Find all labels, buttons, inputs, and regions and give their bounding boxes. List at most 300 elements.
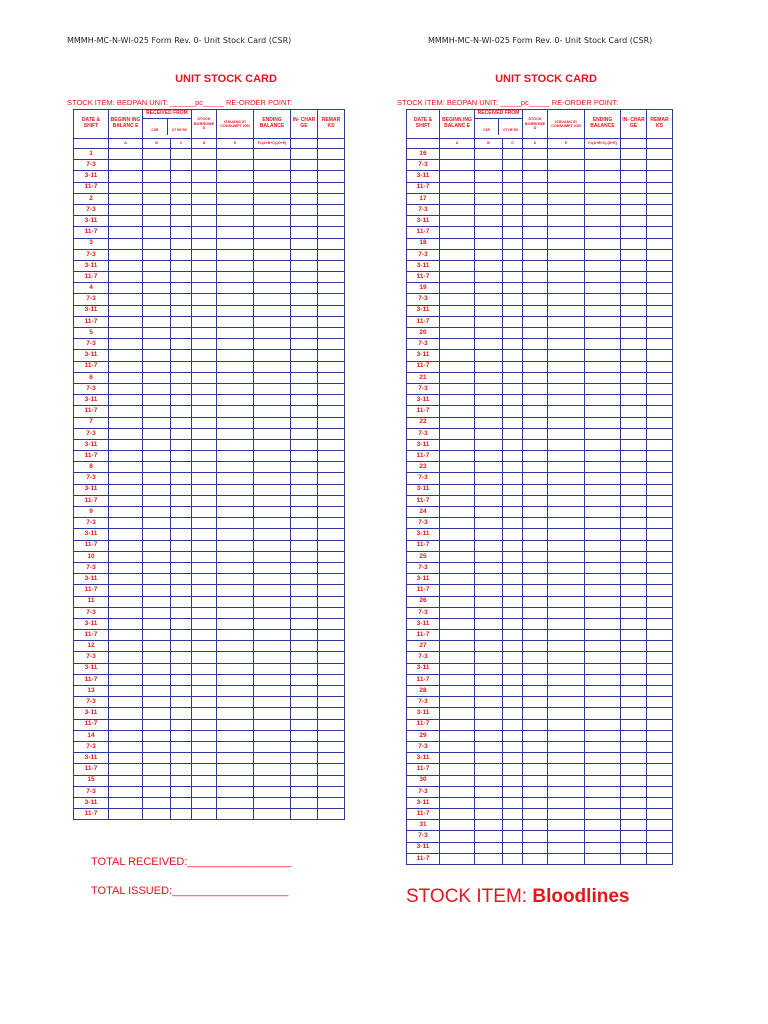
entry-cell[interactable] [291, 149, 318, 160]
entry-cell[interactable] [254, 507, 291, 518]
entry-cell[interactable] [621, 551, 647, 562]
entry-cell[interactable] [503, 730, 523, 741]
entry-cell[interactable] [585, 182, 621, 193]
entry-cell[interactable] [503, 395, 523, 406]
entry-cell[interactable] [523, 574, 548, 585]
entry-cell[interactable] [647, 641, 673, 652]
entry-cell[interactable] [440, 842, 475, 853]
entry-cell[interactable] [621, 372, 647, 383]
entry-cell[interactable] [217, 529, 254, 540]
entry-cell[interactable] [143, 551, 171, 562]
entry-cell[interactable] [585, 741, 621, 752]
entry-cell[interactable] [647, 562, 673, 573]
entry-cell[interactable] [143, 775, 171, 786]
entry-cell[interactable] [254, 708, 291, 719]
entry-cell[interactable] [440, 652, 475, 663]
entry-cell[interactable] [254, 775, 291, 786]
entry-cell[interactable] [217, 495, 254, 506]
entry-cell[interactable] [291, 361, 318, 372]
entry-cell[interactable] [621, 272, 647, 283]
entry-cell[interactable] [647, 249, 673, 260]
entry-cell[interactable] [254, 238, 291, 249]
entry-cell[interactable] [585, 551, 621, 562]
entry-cell[interactable] [291, 797, 318, 808]
entry-cell[interactable] [171, 809, 192, 820]
entry-cell[interactable] [171, 462, 192, 473]
entry-cell[interactable] [548, 462, 585, 473]
entry-cell[interactable] [440, 283, 475, 294]
entry-cell[interactable] [109, 361, 143, 372]
entry-cell[interactable] [503, 428, 523, 439]
entry-cell[interactable] [523, 663, 548, 674]
entry-cell[interactable] [192, 193, 217, 204]
entry-cell[interactable] [503, 238, 523, 249]
entry-cell[interactable] [143, 283, 171, 294]
entry-cell[interactable] [291, 272, 318, 283]
entry-cell[interactable] [291, 630, 318, 641]
entry-cell[interactable] [440, 730, 475, 741]
entry-cell[interactable] [318, 674, 345, 685]
entry-cell[interactable] [109, 249, 143, 260]
entry-cell[interactable] [647, 316, 673, 327]
entry-cell[interactable] [171, 630, 192, 641]
entry-cell[interactable] [585, 495, 621, 506]
entry-cell[interactable] [171, 372, 192, 383]
entry-cell[interactable] [475, 339, 503, 350]
entry-cell[interactable] [585, 272, 621, 283]
entry-cell[interactable] [548, 741, 585, 752]
entry-cell[interactable] [318, 328, 345, 339]
entry-cell[interactable] [475, 574, 503, 585]
entry-cell[interactable] [318, 361, 345, 372]
entry-cell[interactable] [585, 529, 621, 540]
entry-cell[interactable] [585, 149, 621, 160]
entry-cell[interactable] [523, 417, 548, 428]
entry-cell[interactable] [291, 216, 318, 227]
entry-cell[interactable] [523, 809, 548, 820]
entry-cell[interactable] [143, 361, 171, 372]
entry-cell[interactable] [318, 395, 345, 406]
entry-cell[interactable] [440, 540, 475, 551]
entry-cell[interactable] [171, 451, 192, 462]
entry-cell[interactable] [503, 842, 523, 853]
entry-cell[interactable] [523, 361, 548, 372]
entry-cell[interactable] [217, 540, 254, 551]
entry-cell[interactable] [585, 719, 621, 730]
entry-cell[interactable] [318, 607, 345, 618]
entry-cell[interactable] [585, 406, 621, 417]
entry-cell[interactable] [548, 630, 585, 641]
entry-cell[interactable] [318, 741, 345, 752]
entry-cell[interactable] [503, 697, 523, 708]
entry-cell[interactable] [217, 674, 254, 685]
entry-cell[interactable] [291, 529, 318, 540]
entry-cell[interactable] [647, 260, 673, 271]
entry-cell[interactable] [217, 596, 254, 607]
entry-cell[interactable] [523, 753, 548, 764]
entry-cell[interactable] [523, 473, 548, 484]
entry-cell[interactable] [647, 171, 673, 182]
entry-cell[interactable] [548, 451, 585, 462]
entry-cell[interactable] [548, 417, 585, 428]
entry-cell[interactable] [171, 339, 192, 350]
entry-cell[interactable] [254, 417, 291, 428]
entry-cell[interactable] [318, 238, 345, 249]
entry-cell[interactable] [523, 786, 548, 797]
entry-cell[interactable] [440, 831, 475, 842]
entry-cell[interactable] [291, 697, 318, 708]
entry-cell[interactable] [475, 831, 503, 842]
entry-cell[interactable] [621, 697, 647, 708]
entry-cell[interactable] [171, 540, 192, 551]
entry-cell[interactable] [254, 428, 291, 439]
entry-cell[interactable] [523, 551, 548, 562]
entry-cell[interactable] [318, 383, 345, 394]
entry-cell[interactable] [143, 809, 171, 820]
entry-cell[interactable] [523, 294, 548, 305]
entry-cell[interactable] [440, 372, 475, 383]
entry-cell[interactable] [585, 574, 621, 585]
entry-cell[interactable] [585, 585, 621, 596]
entry-cell[interactable] [585, 361, 621, 372]
entry-cell[interactable] [548, 797, 585, 808]
entry-cell[interactable] [109, 775, 143, 786]
entry-cell[interactable] [523, 406, 548, 417]
entry-cell[interactable] [254, 719, 291, 730]
entry-cell[interactable] [254, 540, 291, 551]
entry-cell[interactable] [647, 451, 673, 462]
entry-cell[interactable] [503, 574, 523, 585]
entry-cell[interactable] [192, 372, 217, 383]
entry-cell[interactable] [523, 204, 548, 215]
entry-cell[interactable] [192, 272, 217, 283]
entry-cell[interactable] [503, 171, 523, 182]
entry-cell[interactable] [503, 484, 523, 495]
entry-cell[interactable] [192, 495, 217, 506]
entry-cell[interactable] [440, 518, 475, 529]
entry-cell[interactable] [254, 663, 291, 674]
entry-cell[interactable] [217, 451, 254, 462]
entry-cell[interactable] [440, 585, 475, 596]
entry-cell[interactable] [192, 809, 217, 820]
entry-cell[interactable] [440, 574, 475, 585]
entry-cell[interactable] [143, 585, 171, 596]
entry-cell[interactable] [217, 562, 254, 573]
entry-cell[interactable] [143, 652, 171, 663]
entry-cell[interactable] [621, 842, 647, 853]
entry-cell[interactable] [440, 272, 475, 283]
entry-cell[interactable] [548, 753, 585, 764]
entry-cell[interactable] [647, 406, 673, 417]
entry-cell[interactable] [192, 708, 217, 719]
entry-cell[interactable] [217, 574, 254, 585]
entry-cell[interactable] [548, 853, 585, 864]
entry-cell[interactable] [291, 686, 318, 697]
entry-cell[interactable] [621, 439, 647, 450]
entry-cell[interactable] [523, 697, 548, 708]
entry-cell[interactable] [291, 227, 318, 238]
entry-cell[interactable] [523, 518, 548, 529]
entry-cell[interactable] [523, 249, 548, 260]
entry-cell[interactable] [621, 182, 647, 193]
entry-cell[interactable] [254, 786, 291, 797]
entry-cell[interactable] [192, 260, 217, 271]
entry-cell[interactable] [647, 417, 673, 428]
entry-cell[interactable] [291, 383, 318, 394]
entry-cell[interactable] [523, 171, 548, 182]
entry-cell[interactable] [109, 316, 143, 327]
entry-cell[interactable] [192, 283, 217, 294]
entry-cell[interactable] [585, 853, 621, 864]
entry-cell[interactable] [548, 428, 585, 439]
entry-cell[interactable] [254, 395, 291, 406]
entry-cell[interactable] [318, 562, 345, 573]
entry-cell[interactable] [217, 160, 254, 171]
entry-cell[interactable] [475, 451, 503, 462]
entry-cell[interactable] [171, 395, 192, 406]
entry-cell[interactable] [585, 507, 621, 518]
entry-cell[interactable] [548, 160, 585, 171]
entry-cell[interactable] [217, 797, 254, 808]
entry-cell[interactable] [291, 428, 318, 439]
entry-cell[interactable] [503, 786, 523, 797]
entry-cell[interactable] [171, 149, 192, 160]
entry-cell[interactable] [143, 663, 171, 674]
entry-cell[interactable] [318, 462, 345, 473]
entry-cell[interactable] [217, 283, 254, 294]
entry-cell[interactable] [585, 618, 621, 629]
entry-cell[interactable] [647, 797, 673, 808]
entry-cell[interactable] [475, 775, 503, 786]
entry-cell[interactable] [254, 260, 291, 271]
entry-cell[interactable] [318, 272, 345, 283]
entry-cell[interactable] [647, 697, 673, 708]
entry-cell[interactable] [109, 741, 143, 752]
entry-cell[interactable] [171, 797, 192, 808]
entry-cell[interactable] [171, 686, 192, 697]
entry-cell[interactable] [217, 607, 254, 618]
entry-cell[interactable] [109, 428, 143, 439]
entry-cell[interactable] [192, 741, 217, 752]
entry-cell[interactable] [318, 305, 345, 316]
entry-cell[interactable] [217, 775, 254, 786]
entry-cell[interactable] [440, 775, 475, 786]
entry-cell[interactable] [192, 339, 217, 350]
entry-cell[interactable] [475, 562, 503, 573]
entry-cell[interactable] [475, 719, 503, 730]
entry-cell[interactable] [318, 540, 345, 551]
entry-cell[interactable] [440, 193, 475, 204]
entry-cell[interactable] [523, 339, 548, 350]
entry-cell[interactable] [192, 674, 217, 685]
entry-cell[interactable] [503, 551, 523, 562]
entry-cell[interactable] [109, 518, 143, 529]
entry-cell[interactable] [143, 249, 171, 260]
entry-cell[interactable] [585, 562, 621, 573]
entry-cell[interactable] [440, 316, 475, 327]
entry-cell[interactable] [475, 809, 503, 820]
entry-cell[interactable] [143, 350, 171, 361]
entry-cell[interactable] [291, 439, 318, 450]
entry-cell[interactable] [475, 216, 503, 227]
entry-cell[interactable] [523, 428, 548, 439]
entry-cell[interactable] [647, 238, 673, 249]
entry-cell[interactable] [171, 294, 192, 305]
entry-cell[interactable] [143, 204, 171, 215]
entry-cell[interactable] [475, 607, 503, 618]
entry-cell[interactable] [171, 652, 192, 663]
entry-cell[interactable] [171, 674, 192, 685]
entry-cell[interactable] [143, 797, 171, 808]
entry-cell[interactable] [291, 764, 318, 775]
entry-cell[interactable] [548, 618, 585, 629]
entry-cell[interactable] [548, 260, 585, 271]
entry-cell[interactable] [503, 641, 523, 652]
entry-cell[interactable] [503, 439, 523, 450]
entry-cell[interactable] [523, 730, 548, 741]
entry-cell[interactable] [217, 439, 254, 450]
entry-cell[interactable] [192, 730, 217, 741]
entry-cell[interactable] [291, 395, 318, 406]
entry-cell[interactable] [523, 227, 548, 238]
entry-cell[interactable] [440, 395, 475, 406]
entry-cell[interactable] [109, 451, 143, 462]
entry-cell[interactable] [254, 473, 291, 484]
entry-cell[interactable] [503, 473, 523, 484]
entry-cell[interactable] [647, 182, 673, 193]
entry-cell[interactable] [254, 160, 291, 171]
entry-cell[interactable] [291, 652, 318, 663]
entry-cell[interactable] [440, 383, 475, 394]
entry-cell[interactable] [217, 316, 254, 327]
entry-cell[interactable] [254, 764, 291, 775]
entry-cell[interactable] [217, 585, 254, 596]
entry-cell[interactable] [254, 361, 291, 372]
entry-cell[interactable] [217, 462, 254, 473]
entry-cell[interactable] [503, 797, 523, 808]
entry-cell[interactable] [548, 518, 585, 529]
entry-cell[interactable] [647, 495, 673, 506]
entry-cell[interactable] [503, 562, 523, 573]
entry-cell[interactable] [171, 160, 192, 171]
entry-cell[interactable] [440, 495, 475, 506]
entry-cell[interactable] [217, 641, 254, 652]
entry-cell[interactable] [318, 730, 345, 741]
entry-cell[interactable] [171, 741, 192, 752]
entry-cell[interactable] [621, 283, 647, 294]
entry-cell[interactable] [254, 383, 291, 394]
entry-cell[interactable] [523, 741, 548, 752]
entry-cell[interactable] [621, 160, 647, 171]
entry-cell[interactable] [291, 462, 318, 473]
entry-cell[interactable] [109, 618, 143, 629]
entry-cell[interactable] [621, 149, 647, 160]
entry-cell[interactable] [192, 439, 217, 450]
entry-cell[interactable] [440, 529, 475, 540]
entry-cell[interactable] [171, 618, 192, 629]
entry-cell[interactable] [254, 641, 291, 652]
entry-cell[interactable] [192, 160, 217, 171]
entry-cell[interactable] [647, 383, 673, 394]
entry-cell[interactable] [143, 562, 171, 573]
entry-cell[interactable] [291, 193, 318, 204]
entry-cell[interactable] [318, 260, 345, 271]
entry-cell[interactable] [171, 406, 192, 417]
entry-cell[interactable] [217, 551, 254, 562]
entry-cell[interactable] [143, 507, 171, 518]
entry-cell[interactable] [621, 775, 647, 786]
entry-cell[interactable] [171, 249, 192, 260]
entry-cell[interactable] [192, 630, 217, 641]
entry-cell[interactable] [109, 283, 143, 294]
entry-cell[interactable] [548, 686, 585, 697]
entry-cell[interactable] [621, 260, 647, 271]
entry-cell[interactable] [440, 328, 475, 339]
entry-cell[interactable] [503, 361, 523, 372]
entry-cell[interactable] [503, 249, 523, 260]
entry-cell[interactable] [585, 395, 621, 406]
entry-cell[interactable] [621, 708, 647, 719]
entry-cell[interactable] [621, 171, 647, 182]
entry-cell[interactable] [217, 719, 254, 730]
entry-cell[interactable] [192, 361, 217, 372]
entry-cell[interactable] [109, 585, 143, 596]
entry-cell[interactable] [217, 809, 254, 820]
entry-cell[interactable] [254, 674, 291, 685]
entry-cell[interactable] [318, 451, 345, 462]
entry-cell[interactable] [254, 607, 291, 618]
entry-cell[interactable] [143, 708, 171, 719]
entry-cell[interactable] [621, 607, 647, 618]
entry-cell[interactable] [475, 383, 503, 394]
entry-cell[interactable] [254, 797, 291, 808]
entry-cell[interactable] [254, 339, 291, 350]
entry-cell[interactable] [523, 238, 548, 249]
entry-cell[interactable] [143, 607, 171, 618]
entry-cell[interactable] [318, 775, 345, 786]
entry-cell[interactable] [254, 283, 291, 294]
entry-cell[interactable] [647, 328, 673, 339]
entry-cell[interactable] [475, 238, 503, 249]
entry-cell[interactable] [217, 204, 254, 215]
entry-cell[interactable] [523, 540, 548, 551]
entry-cell[interactable] [503, 417, 523, 428]
entry-cell[interactable] [647, 193, 673, 204]
entry-cell[interactable] [109, 305, 143, 316]
entry-cell[interactable] [440, 171, 475, 182]
entry-cell[interactable] [548, 473, 585, 484]
entry-cell[interactable] [503, 831, 523, 842]
entry-cell[interactable] [585, 831, 621, 842]
entry-cell[interactable] [217, 652, 254, 663]
entry-cell[interactable] [192, 686, 217, 697]
entry-cell[interactable] [254, 809, 291, 820]
entry-cell[interactable] [523, 260, 548, 271]
entry-cell[interactable] [503, 182, 523, 193]
entry-cell[interactable] [585, 775, 621, 786]
entry-cell[interactable] [318, 719, 345, 730]
entry-cell[interactable] [171, 708, 192, 719]
entry-cell[interactable] [548, 249, 585, 260]
entry-cell[interactable] [621, 540, 647, 551]
entry-cell[interactable] [440, 182, 475, 193]
entry-cell[interactable] [440, 406, 475, 417]
entry-cell[interactable] [109, 193, 143, 204]
entry-cell[interactable] [475, 551, 503, 562]
entry-cell[interactable] [254, 741, 291, 752]
entry-cell[interactable] [143, 417, 171, 428]
entry-cell[interactable] [523, 462, 548, 473]
